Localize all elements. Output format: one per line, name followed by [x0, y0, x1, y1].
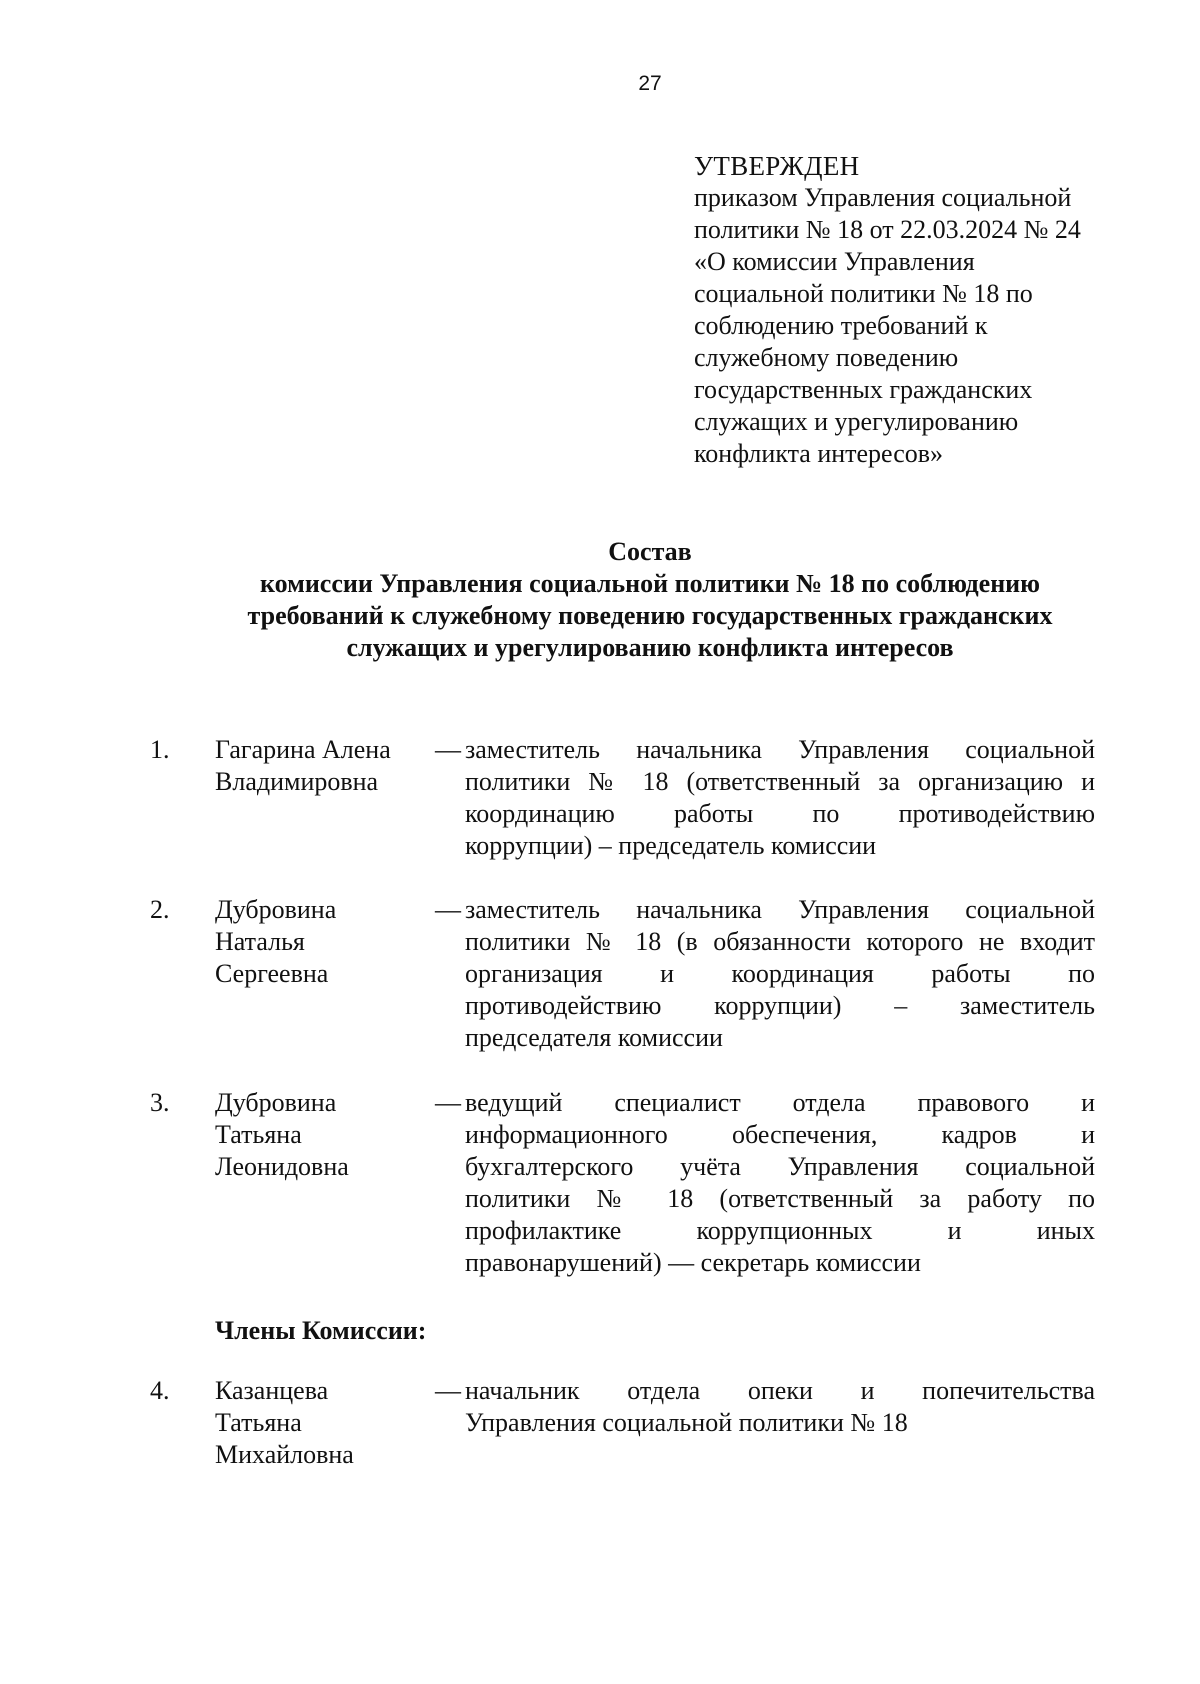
member-name-line: Гагарина Алена	[215, 735, 391, 764]
member-name-line: Татьяна	[215, 1408, 302, 1437]
approval-line: государственных гражданских	[694, 375, 1033, 404]
member-name	[215, 734, 425, 798]
heading-line: комиссии Управления социальной политики № 18 по соблюдению	[259, 569, 1041, 598]
member-dash: —	[435, 895, 461, 924]
member-role-line: председателя комиссии	[465, 1023, 723, 1052]
document-heading	[160, 536, 1140, 664]
member-name	[215, 894, 425, 990]
approval-line: конфликта интересов»	[694, 439, 944, 468]
member-name	[215, 1375, 425, 1471]
approval-title: УТВЕРЖДЕН	[694, 151, 860, 181]
approval-line: приказом Управления социальной	[694, 183, 1072, 212]
member-role-line: бухгалтерского учёта Управления социальной	[465, 1152, 1095, 1181]
member-name-line: Дубровина	[215, 1088, 337, 1117]
member-role-line: коррупции) – председатель комиссии	[465, 831, 877, 860]
approval-line: социальной политики № 18 по	[694, 279, 1033, 308]
member-number: 1.	[150, 735, 170, 764]
member-role-line: информационного обеспечения, кадров и	[465, 1120, 1095, 1149]
member-role-line: ведущий специалист отдела правового и	[465, 1088, 1095, 1117]
member-role-line: противодействию коррупции) – заместитель	[465, 991, 1095, 1020]
member-role	[465, 1375, 1095, 1439]
member-name-line: Наталья	[215, 927, 305, 956]
approval-line: служебному поведению	[694, 343, 959, 372]
member-dash: —	[435, 735, 461, 764]
member-role-line: профилактике коррупционных и иных	[465, 1216, 1095, 1245]
approval-line: политики № 18 от 22.03.2024 № 24	[694, 215, 1081, 244]
member-dash: —	[435, 1088, 461, 1117]
member-role-line: заместитель начальника Управления социальной	[465, 735, 1095, 764]
approval-line: соблюдению требований к	[694, 311, 988, 340]
heading-line: служащих и урегулированию конфликта интересов	[346, 633, 954, 662]
member-role-line: Управления социальной политики № 18	[465, 1408, 908, 1437]
approval-line: «О комиссии Управления	[694, 247, 975, 276]
member-number: 3.	[150, 1088, 170, 1117]
member-name-line: Михайловна	[215, 1440, 354, 1469]
member-name-line: Сергеевна	[215, 959, 329, 988]
member-name-line: Дубровина	[215, 895, 337, 924]
member-role-line: политики № 18 (в обязанности которого не входит	[465, 927, 1095, 956]
member-name-line: Татьяна	[215, 1120, 302, 1149]
member-role-line: политики № 18 (ответственный за организацию и	[465, 767, 1095, 796]
member-role-line: координацию работы по противодействию	[465, 799, 1095, 828]
member-number: 4.	[150, 1376, 170, 1405]
page-number: 27	[638, 72, 662, 95]
approval-block	[694, 150, 1154, 470]
members-section-label: Члены Комиссии:	[215, 1316, 427, 1345]
member-number: 2.	[150, 895, 170, 924]
member-role-line: заместитель начальника Управления социальной	[465, 895, 1095, 924]
member-role	[465, 1087, 1095, 1279]
member-role	[465, 734, 1095, 862]
approval-line: служащих и урегулированию	[694, 407, 1019, 436]
member-name-line: Казанцева	[215, 1376, 329, 1405]
member-role-line: политики № 18 (ответственный за работу по	[465, 1184, 1095, 1213]
member-role	[465, 894, 1095, 1054]
member-role-line: организация и координация работы по	[465, 959, 1095, 988]
member-dash: —	[435, 1376, 461, 1405]
member-name-line: Леонидовна	[215, 1152, 349, 1181]
heading-title: Состав	[608, 537, 692, 566]
member-name-line: Владимировна	[215, 767, 379, 796]
member-role-line: начальник отдела опеки и попечительства	[465, 1376, 1095, 1405]
heading-line: требований к служебному поведению государственных гражданских	[247, 601, 1053, 630]
member-name	[215, 1087, 425, 1183]
member-role-line: правонарушений) — секретарь комиссии	[465, 1248, 921, 1277]
